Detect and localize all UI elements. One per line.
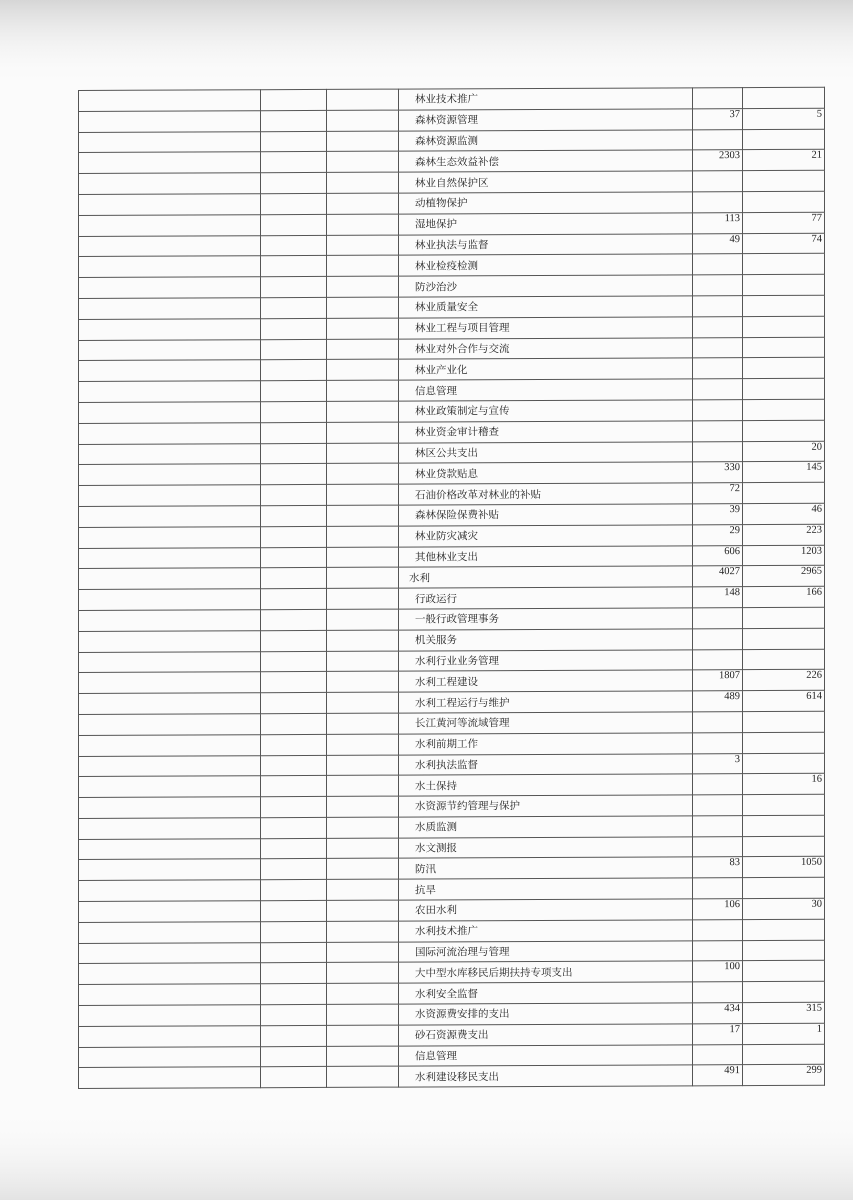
item-name: 信息管理 [399, 1044, 693, 1066]
empty-cell [327, 463, 399, 484]
empty-cell [79, 443, 261, 465]
item-name: 水土保持 [399, 774, 693, 796]
amount-col-1: 434 [693, 1003, 743, 1024]
empty-cell [261, 963, 327, 984]
item-name: 水利前期工作 [399, 733, 693, 755]
empty-cell [261, 609, 327, 630]
amount-col-2 [743, 87, 825, 108]
empty-cell [261, 672, 327, 693]
item-name: 森林资源管理 [399, 109, 693, 131]
amount-col-1: 4027 [693, 566, 743, 587]
empty-cell [261, 485, 327, 506]
empty-cell [327, 900, 399, 921]
empty-cell [327, 630, 399, 651]
empty-cell [79, 277, 261, 299]
empty-cell [79, 818, 261, 840]
empty-cell [327, 734, 399, 755]
empty-cell [261, 817, 327, 838]
empty-cell [79, 173, 261, 195]
empty-cell [79, 589, 261, 611]
empty-cell [327, 505, 399, 526]
amount-col-1 [693, 192, 743, 213]
empty-cell [327, 713, 399, 734]
amount-col-1: 39 [693, 504, 743, 525]
empty-cell [261, 214, 327, 235]
amount-col-1: 100 [693, 961, 743, 982]
amount-col-2 [743, 628, 825, 649]
empty-cell [327, 443, 399, 464]
amount-col-1 [693, 628, 743, 649]
item-name: 国际河流治理与管理 [399, 940, 693, 962]
amount-col-1: 3 [693, 753, 743, 774]
item-name: 长江黄河等流域管理 [399, 712, 693, 734]
amount-col-2: 145 [743, 462, 825, 483]
item-name: 林业资金审计稽查 [399, 421, 693, 443]
empty-cell [327, 484, 399, 505]
item-name: 其他林业支出 [399, 545, 693, 567]
empty-cell [79, 984, 261, 1006]
item-name: 林区公共支出 [399, 441, 693, 463]
empty-cell [261, 1004, 327, 1025]
amount-col-1: 113 [693, 212, 743, 233]
amount-col-1: 72 [693, 483, 743, 504]
item-name: 水利行业业务管理 [399, 649, 693, 671]
amount-col-2 [743, 337, 825, 358]
item-name: 林业对外合作与交流 [399, 337, 693, 359]
empty-cell [327, 151, 399, 172]
amount-col-1 [693, 649, 743, 670]
item-name: 石油价格改革对林业的补贴 [399, 483, 693, 505]
empty-cell [79, 235, 261, 257]
amount-col-1 [693, 441, 743, 462]
item-name: 水资源费安排的支出 [399, 1003, 693, 1025]
item-name: 抗旱 [399, 878, 693, 900]
item-name: 森林生态效益补偿 [399, 150, 693, 172]
empty-cell [327, 547, 399, 568]
amount-col-2 [743, 878, 825, 899]
empty-cell [327, 359, 399, 380]
empty-cell [261, 859, 327, 880]
empty-cell [79, 734, 261, 756]
item-name: 林业技术推广 [399, 88, 693, 110]
empty-cell [327, 526, 399, 547]
amount-col-1 [693, 795, 743, 816]
item-name: 林业质量安全 [399, 296, 693, 318]
empty-cell [79, 1046, 261, 1068]
empty-cell [79, 1005, 261, 1027]
amount-col-1 [693, 940, 743, 961]
empty-cell [327, 172, 399, 193]
amount-col-2: 614 [743, 690, 825, 711]
empty-cell [327, 983, 399, 1004]
amount-col-2: 223 [743, 524, 825, 545]
item-name: 林业贷款贴息 [399, 462, 693, 484]
item-name: 林业防灾减灾 [399, 525, 693, 547]
amount-col-2: 315 [743, 1002, 825, 1023]
empty-cell [261, 193, 327, 214]
amount-col-1 [693, 732, 743, 753]
empty-cell [261, 443, 327, 464]
item-name: 防沙治沙 [399, 275, 693, 297]
amount-col-2 [743, 1044, 825, 1065]
amount-col-2: 1050 [743, 857, 825, 878]
empty-cell [261, 235, 327, 256]
amount-col-2 [743, 129, 825, 150]
empty-cell [261, 984, 327, 1005]
empty-cell [327, 567, 399, 588]
amount-col-1 [693, 358, 743, 379]
amount-col-2 [743, 295, 825, 316]
empty-cell [327, 235, 399, 256]
amount-col-2 [743, 607, 825, 628]
empty-cell [79, 714, 261, 736]
empty-cell [261, 1025, 327, 1046]
empty-cell [327, 859, 399, 880]
amount-col-2 [743, 274, 825, 295]
empty-cell [261, 755, 327, 776]
amount-col-1 [693, 337, 743, 358]
amount-col-1: 2303 [693, 150, 743, 171]
empty-cell [79, 672, 261, 694]
empty-cell [261, 942, 327, 963]
empty-cell [261, 152, 327, 173]
amount-col-2: 5 [743, 108, 825, 129]
item-name: 林业政策制定与宣传 [399, 400, 693, 422]
amount-col-1 [693, 919, 743, 940]
empty-cell [327, 193, 399, 214]
empty-cell [79, 901, 261, 923]
amount-col-2: 2965 [743, 566, 825, 587]
empty-cell [261, 505, 327, 526]
empty-cell [79, 402, 261, 424]
empty-cell [79, 693, 261, 715]
empty-cell [327, 817, 399, 838]
item-name: 水利安全监督 [399, 982, 693, 1004]
item-name: 森林保险保费补贴 [399, 504, 693, 526]
empty-cell [261, 297, 327, 318]
amount-col-2 [743, 420, 825, 441]
empty-cell [79, 256, 261, 278]
item-name: 大中型水库移民后期扶持专项支出 [399, 961, 693, 983]
empty-cell [261, 401, 327, 422]
item-name: 林业产业化 [399, 358, 693, 380]
amount-col-2 [743, 316, 825, 337]
empty-cell [327, 89, 399, 110]
amount-col-1: 49 [693, 233, 743, 254]
empty-cell [261, 381, 327, 402]
empty-cell [79, 776, 261, 798]
empty-cell [261, 589, 327, 610]
amount-col-2: 1203 [743, 545, 825, 566]
empty-cell [261, 526, 327, 547]
empty-cell [327, 755, 399, 776]
amount-col-1: 148 [693, 587, 743, 608]
empty-cell [261, 776, 327, 797]
item-name: 农田水利 [399, 899, 693, 921]
empty-cell [79, 859, 261, 881]
amount-col-2 [743, 732, 825, 753]
empty-cell [79, 90, 261, 112]
empty-cell [327, 692, 399, 713]
empty-cell [261, 360, 327, 381]
item-name: 水质监测 [399, 816, 693, 838]
item-name: 水利工程运行与维护 [399, 691, 693, 713]
amount-col-2: 16 [743, 774, 825, 795]
amount-col-2 [743, 711, 825, 732]
empty-cell [261, 1067, 327, 1088]
empty-cell [79, 131, 261, 153]
empty-cell [327, 214, 399, 235]
amount-col-2 [743, 836, 825, 857]
empty-cell [261, 318, 327, 339]
amount-col-1 [693, 878, 743, 899]
empty-cell [261, 568, 327, 589]
empty-cell [261, 339, 327, 360]
empty-cell [327, 380, 399, 401]
empty-cell [79, 547, 261, 569]
amount-col-2 [743, 961, 825, 982]
amount-col-1 [693, 129, 743, 150]
empty-cell [261, 422, 327, 443]
amount-col-2: 1 [743, 1023, 825, 1044]
empty-cell [327, 110, 399, 131]
amount-col-2 [743, 982, 825, 1003]
empty-cell [261, 900, 327, 921]
empty-cell [261, 110, 327, 131]
table-row [79, 1065, 825, 1089]
empty-cell [327, 1025, 399, 1046]
empty-cell [79, 797, 261, 819]
amount-col-2 [743, 170, 825, 191]
empty-cell [327, 671, 399, 692]
amount-col-2: 46 [743, 503, 825, 524]
empty-cell [327, 297, 399, 318]
amount-col-1: 17 [693, 1023, 743, 1044]
amount-col-2: 21 [743, 150, 825, 171]
amount-col-2 [743, 191, 825, 212]
amount-col-2: 77 [743, 212, 825, 233]
empty-cell [79, 360, 261, 382]
empty-cell [261, 838, 327, 859]
item-name: 林业检疫检测 [399, 254, 693, 276]
amount-col-2 [743, 399, 825, 420]
amount-col-2: 226 [743, 670, 825, 691]
amount-col-2: 166 [743, 586, 825, 607]
item-name: 湿地保护 [399, 213, 693, 235]
empty-cell [79, 214, 261, 236]
empty-cell [261, 713, 327, 734]
empty-cell [327, 131, 399, 152]
empty-cell [261, 173, 327, 194]
amount-col-2 [743, 378, 825, 399]
empty-cell [327, 276, 399, 297]
item-name: 水利 [399, 566, 693, 588]
empty-cell [79, 568, 261, 590]
empty-cell [79, 963, 261, 985]
empty-cell [327, 963, 399, 984]
empty-cell [79, 838, 261, 860]
empty-cell [79, 485, 261, 507]
amount-col-1 [693, 420, 743, 441]
item-name: 水利执法监督 [399, 753, 693, 775]
item-name: 动植物保护 [399, 192, 693, 214]
item-name: 林业工程与项目管理 [399, 317, 693, 339]
amount-col-1: 491 [693, 1065, 743, 1086]
empty-cell [79, 339, 261, 361]
empty-cell [327, 609, 399, 630]
empty-cell [327, 942, 399, 963]
empty-cell [79, 152, 261, 174]
amount-col-2 [743, 358, 825, 379]
item-name: 水利工程建设 [399, 670, 693, 692]
empty-cell [79, 298, 261, 320]
empty-cell [79, 1026, 261, 1048]
amount-col-1 [693, 254, 743, 275]
empty-cell [261, 630, 327, 651]
empty-cell [79, 610, 261, 632]
amount-col-2 [743, 940, 825, 961]
item-name: 水利技术推广 [399, 920, 693, 942]
empty-cell [327, 401, 399, 422]
empty-cell [79, 942, 261, 964]
amount-col-1 [693, 171, 743, 192]
amount-col-1 [693, 774, 743, 795]
empty-cell [327, 318, 399, 339]
empty-cell [261, 277, 327, 298]
amount-col-1 [693, 836, 743, 857]
amount-col-2: 74 [743, 233, 825, 254]
empty-cell [79, 922, 261, 944]
empty-cell [261, 921, 327, 942]
amount-col-2 [743, 794, 825, 815]
empty-cell [327, 339, 399, 360]
empty-cell [327, 651, 399, 672]
item-name: 行政运行 [399, 587, 693, 609]
empty-cell [327, 879, 399, 900]
amount-col-1: 29 [693, 524, 743, 545]
item-name: 机关服务 [399, 629, 693, 651]
empty-cell [327, 838, 399, 859]
item-name: 林业自然保护区 [399, 171, 693, 193]
empty-cell [261, 880, 327, 901]
empty-cell [261, 797, 327, 818]
amount-col-2: 20 [743, 441, 825, 462]
amount-col-2 [743, 482, 825, 503]
empty-cell [79, 506, 261, 528]
amount-col-1 [693, 1044, 743, 1065]
amount-col-2 [743, 753, 825, 774]
amount-col-2 [743, 254, 825, 275]
empty-cell [327, 1046, 399, 1067]
amount-col-1 [693, 982, 743, 1003]
empty-cell [79, 318, 261, 340]
item-name: 林业执法与监督 [399, 233, 693, 255]
amount-col-1 [693, 608, 743, 629]
amount-col-1: 83 [693, 857, 743, 878]
empty-cell [79, 422, 261, 444]
empty-cell [79, 1067, 261, 1089]
item-name: 森林资源监测 [399, 129, 693, 151]
item-name: 水利建设移民支出 [399, 1065, 693, 1087]
amount-col-1: 489 [693, 691, 743, 712]
empty-cell [327, 255, 399, 276]
amount-col-1 [693, 296, 743, 317]
empty-cell [79, 381, 261, 403]
amount-col-2 [743, 815, 825, 836]
amount-col-1 [693, 400, 743, 421]
empty-cell [261, 131, 327, 152]
item-name: 水资源节约管理与保护 [399, 795, 693, 817]
empty-cell [79, 526, 261, 548]
amount-col-1 [693, 712, 743, 733]
empty-cell [327, 1067, 399, 1088]
amount-col-1: 106 [693, 899, 743, 920]
empty-cell [79, 630, 261, 652]
item-name: 一般行政管理事务 [399, 608, 693, 630]
empty-cell [79, 755, 261, 777]
empty-cell [327, 422, 399, 443]
amount-col-2 [743, 649, 825, 670]
amount-col-1: 1807 [693, 670, 743, 691]
expenditure-table [78, 87, 825, 1090]
empty-cell [327, 921, 399, 942]
amount-col-1: 330 [693, 462, 743, 483]
empty-cell [327, 1004, 399, 1025]
amount-col-1: 37 [693, 108, 743, 129]
amount-col-1 [693, 88, 743, 109]
empty-cell [261, 693, 327, 714]
empty-cell [327, 796, 399, 817]
amount-col-1 [693, 379, 743, 400]
empty-cell [327, 775, 399, 796]
empty-cell [261, 256, 327, 277]
amount-col-1: 606 [693, 545, 743, 566]
empty-cell [79, 464, 261, 486]
item-name: 砂石资源费支出 [399, 1024, 693, 1046]
empty-cell [261, 734, 327, 755]
empty-cell [79, 111, 261, 133]
empty-cell [261, 464, 327, 485]
amount-col-1 [693, 316, 743, 337]
amount-col-1 [693, 815, 743, 836]
empty-cell [261, 547, 327, 568]
empty-cell [261, 1046, 327, 1067]
item-name: 信息管理 [399, 379, 693, 401]
item-name: 水文测报 [399, 837, 693, 859]
item-name: 防汛 [399, 857, 693, 879]
amount-col-2: 299 [743, 1065, 825, 1086]
empty-cell [261, 89, 327, 110]
empty-cell [79, 651, 261, 673]
amount-col-2 [743, 919, 825, 940]
empty-cell [261, 651, 327, 672]
empty-cell [79, 880, 261, 902]
empty-cell [327, 588, 399, 609]
empty-cell [79, 194, 261, 216]
amount-col-1 [693, 275, 743, 296]
amount-col-2: 30 [743, 898, 825, 919]
